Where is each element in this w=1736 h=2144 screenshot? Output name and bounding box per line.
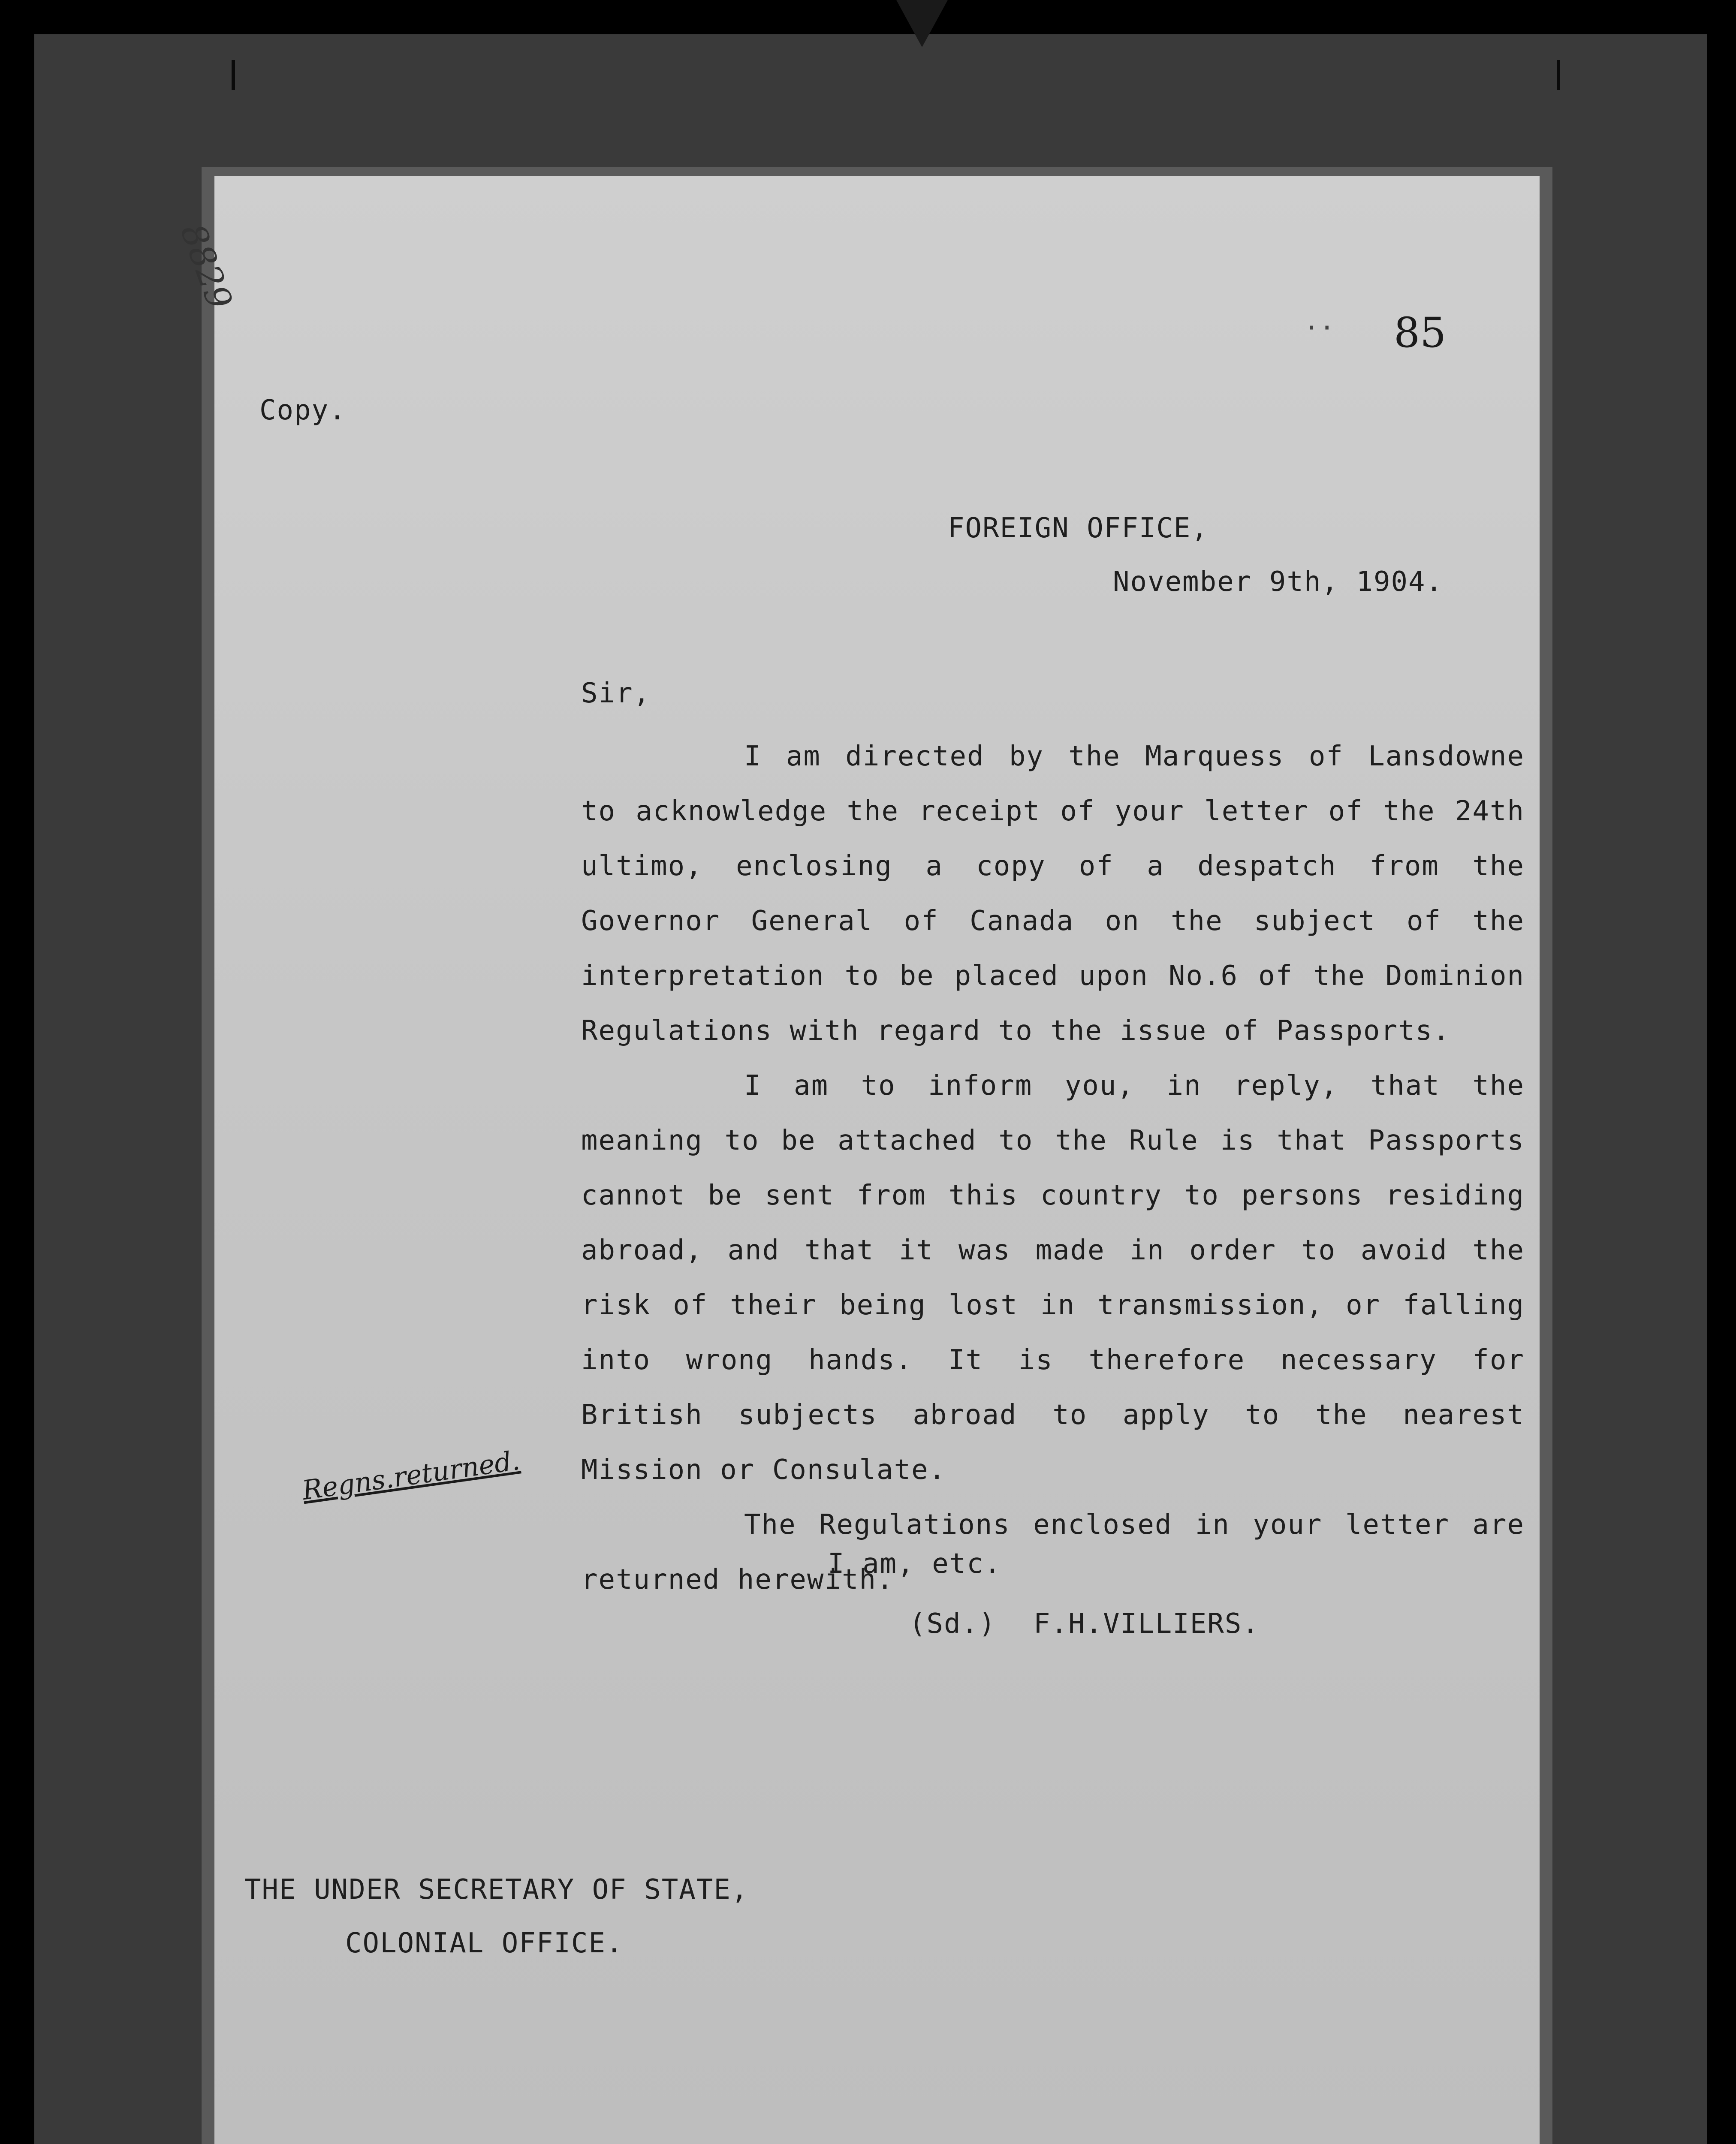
margin-note: Regns.returned. (300, 1444, 522, 1506)
archive-reference: 8829 (172, 219, 240, 315)
paragraph-reply: I am to inform you, in reply, that the meaning to be attached to the Rule is that Passports cannot be sent from this country to persons residing abroad, and that it was made in order to avoid the risk of their being lost in transmission, or falling into wrong hands. It is therefore necessary for British subjects abroad to apply to the nearest Mission or Consulate. (581, 1070, 1525, 1486)
addressee-title: THE UNDER SECRETARY OF STATE, (244, 1874, 749, 1906)
letter-body (581, 729, 1525, 1607)
paragraph-acknowledgement: I am directed by the Marquess of Lansdowne to acknowledge the receipt of your letter of the 24th ultimo, enclosing a copy of a despatch from the Governor General of Canada on the subject of the interpretation to be placed upon No.6 of the Dominion Regulations with regard to the issue of Passports. (581, 741, 1525, 1047)
signature-prefix: (Sd.) (909, 1608, 996, 1640)
frame-tick-left (232, 60, 235, 90)
sender-office: FOREIGN OFFICE, (948, 512, 1209, 544)
page-number: 85 (1394, 309, 1447, 357)
frame-tick-right (1557, 60, 1560, 90)
salutation: Sir, (581, 678, 651, 709)
signature-name: F.H.VILLIERS. (1034, 1608, 1260, 1640)
paragraph-regulations: The Regulations enclosed in your letter are returned herewith. (581, 1509, 1525, 1596)
closing: I am, etc. (828, 1548, 1002, 1580)
copy-label: Copy. (259, 394, 347, 426)
frame-notch (896, 0, 948, 47)
page-dots: ·· (1304, 313, 1335, 343)
addressee-office: COLONIAL OFFICE. (345, 1927, 624, 1959)
letter-date: November 9th, 1904. (1113, 566, 1444, 598)
